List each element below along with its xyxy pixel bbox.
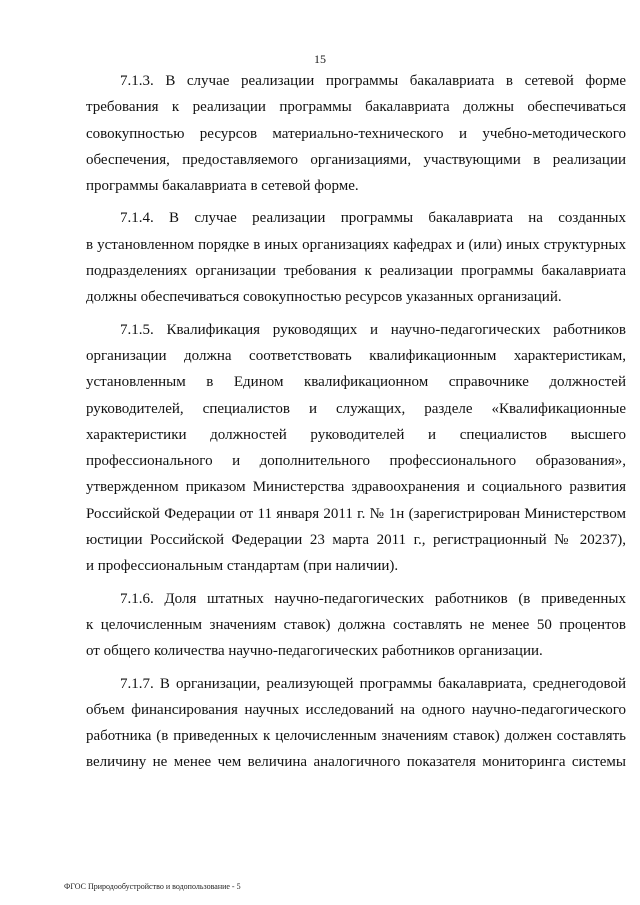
text-line: установленным в Едином квалификационном справочнике должностей: [86, 374, 626, 391]
text-line: требования к реализации программы бакалавриата должны обеспечиваться: [86, 99, 626, 116]
page-footer: ФГОС Природообустройство и водопользование - 5: [64, 882, 241, 891]
text-line: программы бакалавриата в сетевой форме.: [86, 178, 359, 195]
document-body: [86, 68, 626, 782]
text-line: характеристики должностей руководителей и специалистов высшего: [86, 426, 626, 443]
paragraph: [86, 586, 626, 665]
text-line: должны обеспечиваться совокупностью ресурсов указанных организаций.: [86, 289, 562, 306]
text-line: профессионального и дополнительного профессионального образования»,: [86, 453, 626, 470]
text-line: юстиции Российской Федерации 23 марта 2011 г., регистрационный № 20237),: [86, 532, 626, 549]
text-line: 7.1.4. В случае реализации программы бакалавриата на созданных: [120, 210, 626, 227]
page-number: 15: [314, 52, 326, 66]
paragraph: [86, 205, 626, 310]
text-line: в установленном порядке в иных организациях кафедрах и (или) иных структурных: [86, 236, 626, 253]
text-line: организации должна соответствовать квалификационным характеристикам,: [86, 347, 626, 364]
text-line: руководителей, специалистов и служащих, разделе «Квалификационные: [86, 400, 626, 417]
text-line: 7.1.5. Квалификация руководящих и научно-педагогических работников: [120, 321, 626, 338]
text-line: 7.1.7. В организации, реализующей программы бакалавриата, среднегодовой: [120, 675, 626, 692]
text-line: обеспечения, предоставляемого организациями, участвующими в реализации: [86, 151, 626, 168]
text-line: утвержденном приказом Министерства здравоохранения и социального развития: [86, 479, 626, 496]
text-line: величину не менее чем величина аналогичного показателя мониторинга системы: [86, 754, 626, 771]
text-line: Российской Федерации от 11 января 2011 г. № 1н (зарегистрирован Министерством: [86, 505, 626, 522]
text-line: объем финансирования научных исследований на одного научно-педагогического: [86, 701, 626, 718]
paragraph: [86, 671, 626, 776]
text-line: совокупностью ресурсов материально-технического и учебно-методического: [86, 125, 626, 142]
paragraph: [86, 68, 626, 199]
text-line: от общего количества научно-педагогических работников организации.: [86, 643, 543, 660]
text-line: 7.1.3. В случае реализации программы бакалавриата в сетевой форме: [120, 73, 626, 89]
text-line: работника (в приведенных к целочисленным значениям ставок) должен составлять: [86, 728, 626, 745]
text-line: к целочисленным значениям ставок) должна составлять не менее 50 процентов: [86, 616, 626, 633]
paragraph: [86, 317, 626, 580]
text-line: подразделениях организации требования к реализации программы бакалавриата: [86, 263, 626, 280]
text-line: и профессиональным стандартам (при наличии).: [86, 558, 399, 575]
text-line: 7.1.6. Доля штатных научно-педагогических работников (в приведенных: [120, 590, 626, 607]
